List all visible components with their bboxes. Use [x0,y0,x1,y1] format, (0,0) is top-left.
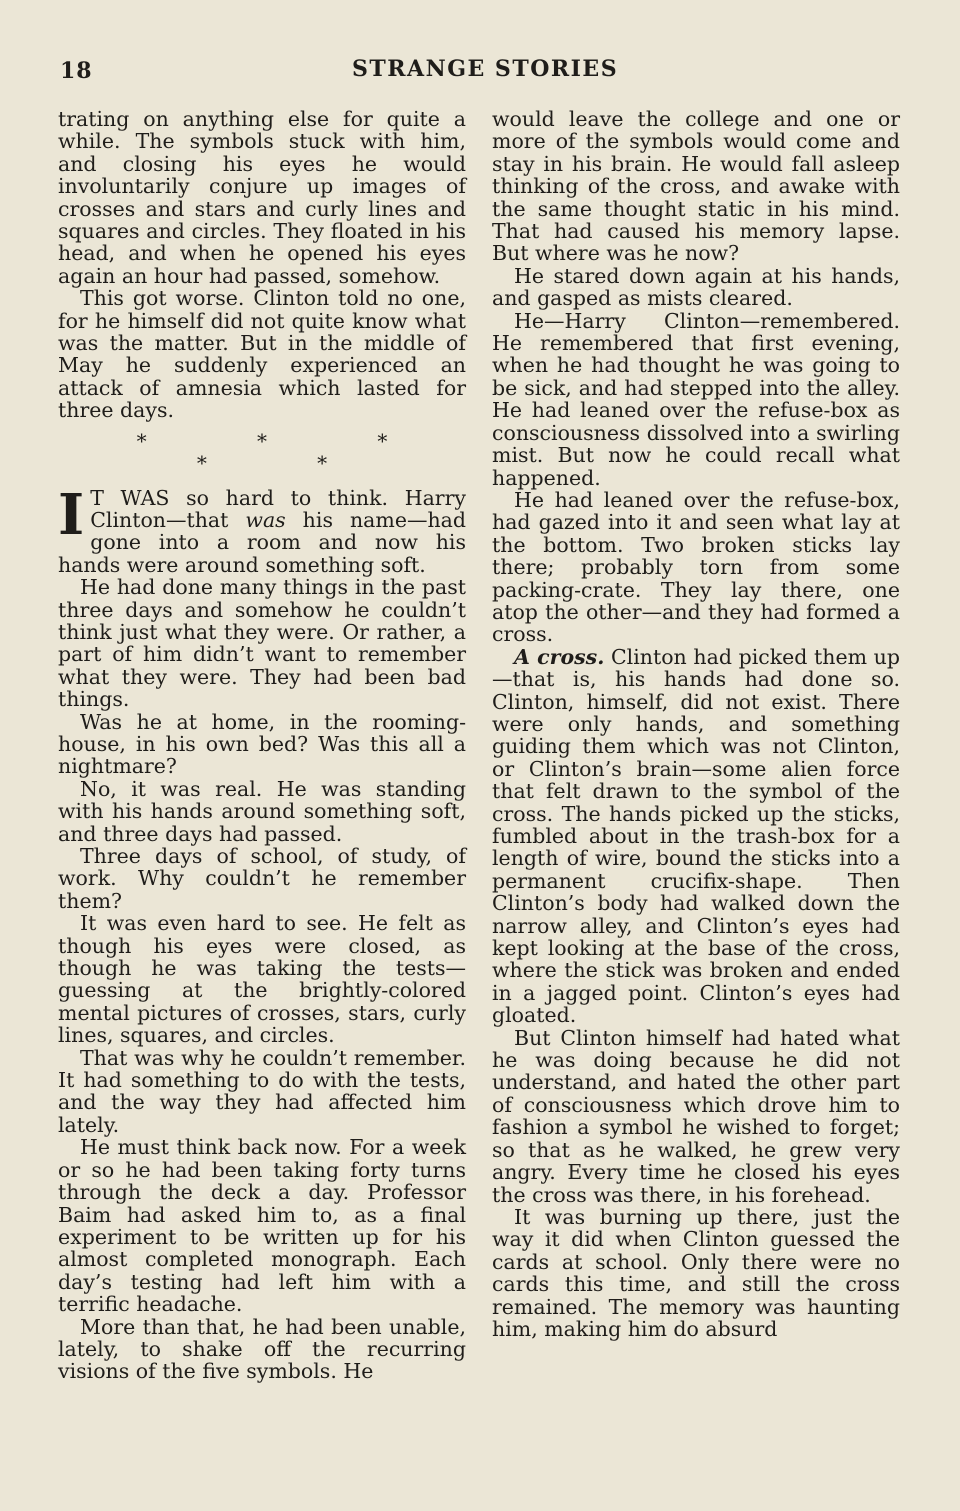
paragraph: That was why he couldn’t remember. It had something to do with the tests, and the way they had affected him lately. [58,1045,466,1137]
left-column [58,108,466,1383]
paragraph: He—Harry Clinton—remembered. He remembered that first evening, when he had thought he was going to be sick, and had stepped into the alley. He had leaned over the refuse-box as consciousness dissolved into a swirling mist. But now he could recall what happened. [492,308,900,490]
paragraph: He had leaned over the refuse-box, had gazed into it and seen what lay at the bottom. Two broken sticks lay there; probably torn from some packing-crate. They lay there, one atop the other—and they had formed a cross. [492,487,900,647]
paragraph: trating on anything else for quite a while. The symbols stuck with him, and closing his eyes he would involuntarily conjure up images of crosses and stars and curly lines and squares and circles. They floated in his head, and when he opened his eyes again an hour had passed, somehow. [58,107,466,288]
emphasis: A cross. [514,644,605,669]
paragraph: It was burning up there, just the way it did when Clinton guessed the cards at school. Only there were no cards this time, and still the cross remained. The memory was haunting him, making him do absurd [492,1204,900,1341]
paragraph: More than that, he had been unable, lately, to shake off the recurring visions of the five symbols. He [58,1314,466,1384]
paragraph-text: T WAS so hard to think. Harry Clinton—that [90,485,466,532]
section-separator: * * * * * [136,428,440,476]
paragraph: He must think back now. For a week or so he had been taking forty turns through the deck a day. Professor Baim had asked him to, as a final experiment to be written up for his almost completed monograph. Each day’s testing had left him with a terrific headache. [58,1135,466,1317]
emphasis: was [245,507,286,532]
paragraph [492,646,900,1027]
paragraph: He stared down again at his hands, and gasped as mists cleared. [492,263,900,311]
paragraph-text: his name—had gone into a room and now his hands were around something soft. [58,507,467,577]
running-head-title: STRANGE STORIES [352,56,619,82]
drop-cap: I [58,481,85,548]
right-column [492,108,900,1340]
paragraph: But Clinton himself had hated what he was doing because he did not understand, and hated the other part of consciousness which drove him to fashion a symbol he wished to forget; so that as he walked, he grew very angry. Every time he closed his eyes the cross was there, in his forehead. [492,1025,900,1207]
paragraph-text: Clinton had picked them up—that is, his hands had done so. Clinton, himself, did not exist. There were only hands, and something guiding them which was not Clinton, or Clinton’s brain—some alien force that felt drawn to the symbol of the cross. The hands picked up the sticks, fumbled about in the trash-box for a length of wire, bound the sticks into a permanent crucifix-shape. Then Clinton’s body had walked down the narrow alley, and Clinton’s eyes had kept looking at the base of the cross, where the stick was broken and ended in a jagged point. Clinton’s eyes had gloated. [492,644,901,1028]
paragraph: Was he at home, in the rooming-house, in his own bed? Was this all a nightmare? [58,709,466,779]
paragraph: would leave the college and one or more of the symbols would come and stay in his brain. He would fall asleep thinking of the cross, and awake with the same thought static in his mind. That had caused his memory lapse. But where was he now? [492,107,900,266]
drop-cap-paragraph [58,481,467,577]
paragraph: This got worse. Clinton told no one, for he himself did not quite know what was the matter. But in the middle of May he suddenly experienced an attack of amnesia which lasted for three days. [58,286,466,423]
paragraph: No, it was real. He was standing with his hands around something soft, and three days had passed. [58,776,466,846]
paragraph: Three days of school, of study, of work. Why couldn’t he remember them? [58,844,466,913]
paragraph: He had done many things in the past three days and somehow he couldn’t think just what they were. Or rather, a part of him didn’t want to remember what they were. They had been bad things. [58,575,466,712]
page-number: 18 [60,58,93,84]
paragraph: It was even hard to see. He felt as though his eyes were closed, as though he was taking the tests—guessing at the brightly-colored mental pictures of crosses, stars, curly lines, squares, and circles. [58,911,466,1048]
